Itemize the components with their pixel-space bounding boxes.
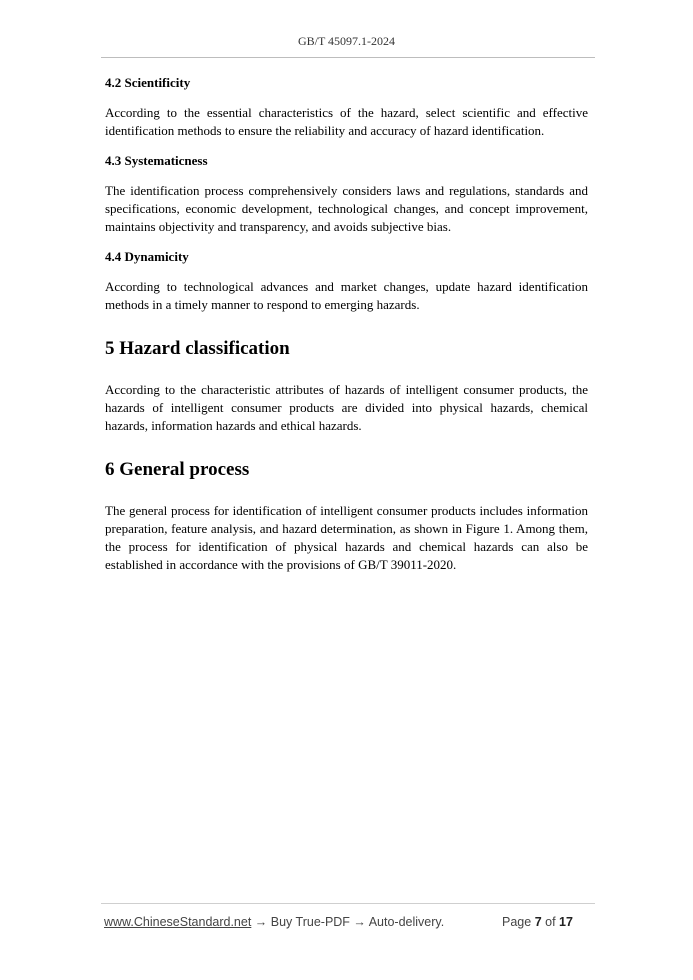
section-6-heading: 6 General process: [105, 459, 250, 480]
document-header: GB/T 45097.1-2024: [297, 34, 396, 48]
current-page-number: 7: [534, 915, 542, 929]
footer-tagline: → Buy True-PDF → Auto-delivery.: [251, 915, 445, 929]
section-4-4-heading: 4.4 Dynamicity: [105, 249, 189, 264]
site-link[interactable]: www.ChineseStandard.net: [104, 915, 252, 929]
page-label: Page: [502, 915, 532, 929]
section-4-2-body: According to the essential characteristics of the hazard, select scientific and effective identification methods to ensure the reliability and accuracy of hazard identification.: [105, 105, 588, 138]
section-4-3-heading: 4.3 Systematicness: [105, 153, 208, 168]
section-6-body: The general process for identification of intelligent consumer products includes information preparation, feature analysis, and hazard determination, as shown in Figure 1. Among them, the process for identification of physical hazards and chemical hazards can also be established in accordance with the provisions of GB/T 39011-2020.: [105, 503, 588, 572]
footer-divider: [101, 903, 595, 904]
header-divider: [101, 57, 595, 58]
page-content: [105, 74, 588, 586]
section-4-2-heading: 4.2 Scientificity: [105, 75, 191, 90]
of-label: of: [545, 915, 556, 929]
section-5-body: According to the characteristic attributes of hazards of intelligent consumer products, the hazards of intelligent consumer products are divided into physical hazards, chemical hazards, information hazards and ethical hazards.: [105, 382, 588, 433]
total-page-count: 17: [559, 915, 573, 929]
section-5-heading: 5 Hazard classification: [105, 338, 290, 359]
section-4-3-body: The identification process comprehensively considers laws and regulations, standards and specifications, economic development, technological changes, and concept improvement, maintains objectivity and transparency, and avoids subjective bias.: [105, 183, 588, 234]
footer-promo: [104, 915, 444, 929]
section-4-4-body: According to technological advances and market changes, update hazard identification methods in a timely manner to respond to emerging hazards.: [105, 279, 588, 312]
page-indicator: [502, 915, 573, 929]
